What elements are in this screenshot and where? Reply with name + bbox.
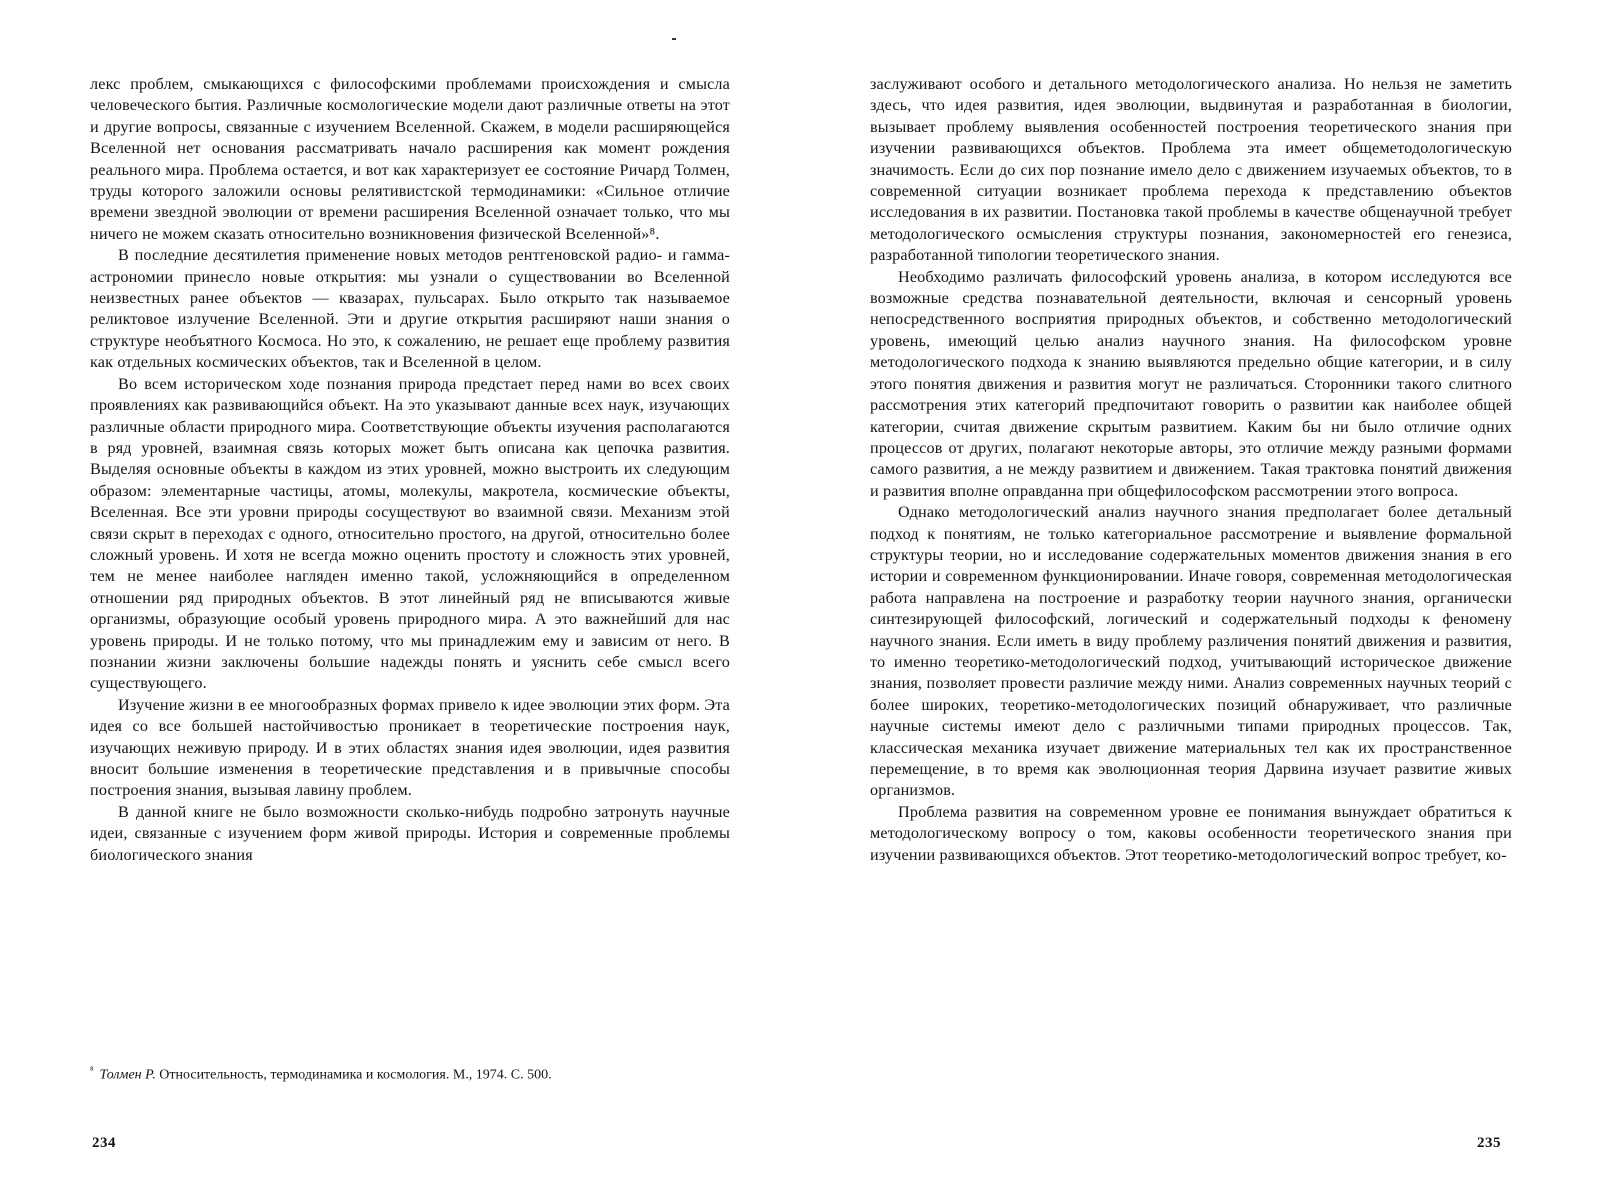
paragraph: Во всем историческом ходе познания природа предстает перед нами во всех своих проявлениях как развивающийся объект. На это указывают данные всех наук, изучающих различные области природного мира. Соответствующие объекты изучения располагаются в ряд уровней, взаимная связь которых может быть описана как цепочка развития. Выделяя основные объекты в каждом из этих уровней, можно выстроить их следующим образом: элементарные частицы, атомы, молекулы, макротела, космические объекты, Вселенная. Все эти уровни природы сосуществуют во взаимной связи. Механизм этой связи скрыт в переходах с одного, относительно простого, на другой, относительно более сложный уровень. И хотя не всегда можно оценить простоту и сложность этих уровней, тем не менее наиболее нагляден именно такой, усложняющийся в определенном отношении ряд природных объектов. В этот линейный ряд не вписываются живые организмы, образующие особый уровень природного мира. А это важнейший для нас уровень природы. И не только потому, что мы принадлежим ему и зависим от него. В познании жизни заключены большие надежды понять и уяснить себе смысл всего существующего. xyxy=(90,374,730,693)
paragraph: В данной книге не было возможности сколько-нибудь подробно затронуть научные идеи, связанные с изучением форм живой природы. История и современные проблемы биологического знания xyxy=(90,802,730,864)
paragraph: Проблема развития на современном уровне ее понимания вынуждает обратиться к методологическому вопросу о том, каковы особенности теоретического знания при изучении развивающихся объектов. Этот теоретико-методологический вопрос требует, ко- xyxy=(870,802,1512,864)
left-page-body xyxy=(90,74,730,866)
page-number-left: 234 xyxy=(92,1135,116,1151)
paragraph: Однако методологический анализ научного знания предполагает более детальный подход к понятиям, не только категориальное рассмотрение и выявление формальной структуры теории, но и исследование содержательных моментов движения знания в его истории и современном функционировании. Иначе говоря, современная методологическая работа направлена на построение и разработку теории научного знания, органически синтезирующей философский, логический и содержательный подходы к феномену научного знания. Если иметь в виду проблему различения понятий движения и развития, то именно теоретико-методологический подход, учитывающий историческое движение знания, позволяет провести различие между ними. Анализ современных научных теорий с более широких, теоретико-методологических позиций обнаруживает, что различные научные системы имеют дело с различными типами природных процессов. Так, классическая механика изучает движение материальных тел как их пространственное перемещение, в то время как эволюционная теория Дарвина изучает развитие живых организмов. xyxy=(870,503,1512,800)
paragraph: Необходимо различать философский уровень анализа, в котором исследуются все возможные средства познавательной деятельности, включая и сенсорный уровень непосредственного восприятия природных объектов, и собственно методологический уровень, имеющий целью анализ научного знания. На философском уровне методологического подхода к знанию выявляются предельно общие категории, и в силу этого понятия движения и развития могут не различаться. Сторонники такого слитного рассмотрения этих категорий предпочитают говорить о развитии как наиболее общей категории, считая движение скрытым развитием. Каким бы ни было отличие одних процессов от других, полагают некоторые авторы, это отличие между разными формами самого развития, а не между развитием и движением. Такая трактовка понятий движения и развития вполне оправданна при общефилософском рассмотрении этого вопроса. xyxy=(870,267,1512,500)
paragraph: Изучение жизни в ее многообразных формах привело к идее эволюции этих форм. Эта идея со все большей настойчивостью проникает в теоретические построения наук, изучающих неживую природу. И в этих областях знания идея эволюции, идея развития вносит большие изменения в теоретические представления и в привычные способы построения знания, вызывая лавину проблем. xyxy=(90,695,730,800)
footnote xyxy=(90,1062,730,1085)
paragraph: заслуживают особого и детального методологического анализа. Но нельзя не заметить здесь, что идея развития, идея эволюции, выдвинутая и разработанная в биологии, вызывает проблему выявления особенностей построения теоретического знания при изучении развивающихся объектов. Проблема эта имеет общеметодологическую значимость. Если до сих пор познание имело дело с движением изучаемых объектов, то в современной ситуации возникает проблема перехода к представлению объектов исследования в их развитии. Постановка такой проблемы в качестве общенаучной требует методологического осмысления структуры познания, закономерностей его генезиса, разработанной типологии теоретического знания. xyxy=(870,75,1512,265)
right-page-body xyxy=(870,74,1512,866)
paragraph: В последние десятилетия применение новых методов рентгеновской радио- и гамма-астрономии принесло новые открытия: мы узнали о существовании во Вселенной неизвестных ранее объектов — квазарах, пульсарах. Было открыто так называемое реликтовое излучение Вселенной. Эти и другие открытия расширяют наши знания о структуре необъятного Космоса. Но это, к сожалению, не решает еще проблему развития как отдельных космических объектов, так и Вселенной в целом. xyxy=(90,246,730,372)
footnote-author: Толмен Р. xyxy=(99,1067,156,1083)
footnote-mark: ⁸ xyxy=(90,1065,94,1076)
footnote-text: Относительность, термодинамика и космология. М., 1974. С. 500. xyxy=(159,1067,552,1083)
page-number-right: 235 xyxy=(1477,1135,1501,1151)
paragraph: лекс проблем, смыкающихся с философскими проблемами происхождения и смысла человеческого бытия. Различные космологические модели дают различные ответы на этот и другие вопросы, связанные с изучением Вселенной. Скажем, в модели расширяющейся Вселенной нет основания рассматривать начало расширения как момент рождения реального мира. Проблема остается, и вот как характеризует ее состояние Ричард Толмен, труды которого заложили основы релятивистской термодинамики: «Сильное отличие времени звездной эволюции от времени расширения Вселенной означает только, что мы ничего не можем сказать относительно возникновения физической Вселенной»⁸. xyxy=(90,75,730,243)
scan-speck xyxy=(672,38,676,40)
